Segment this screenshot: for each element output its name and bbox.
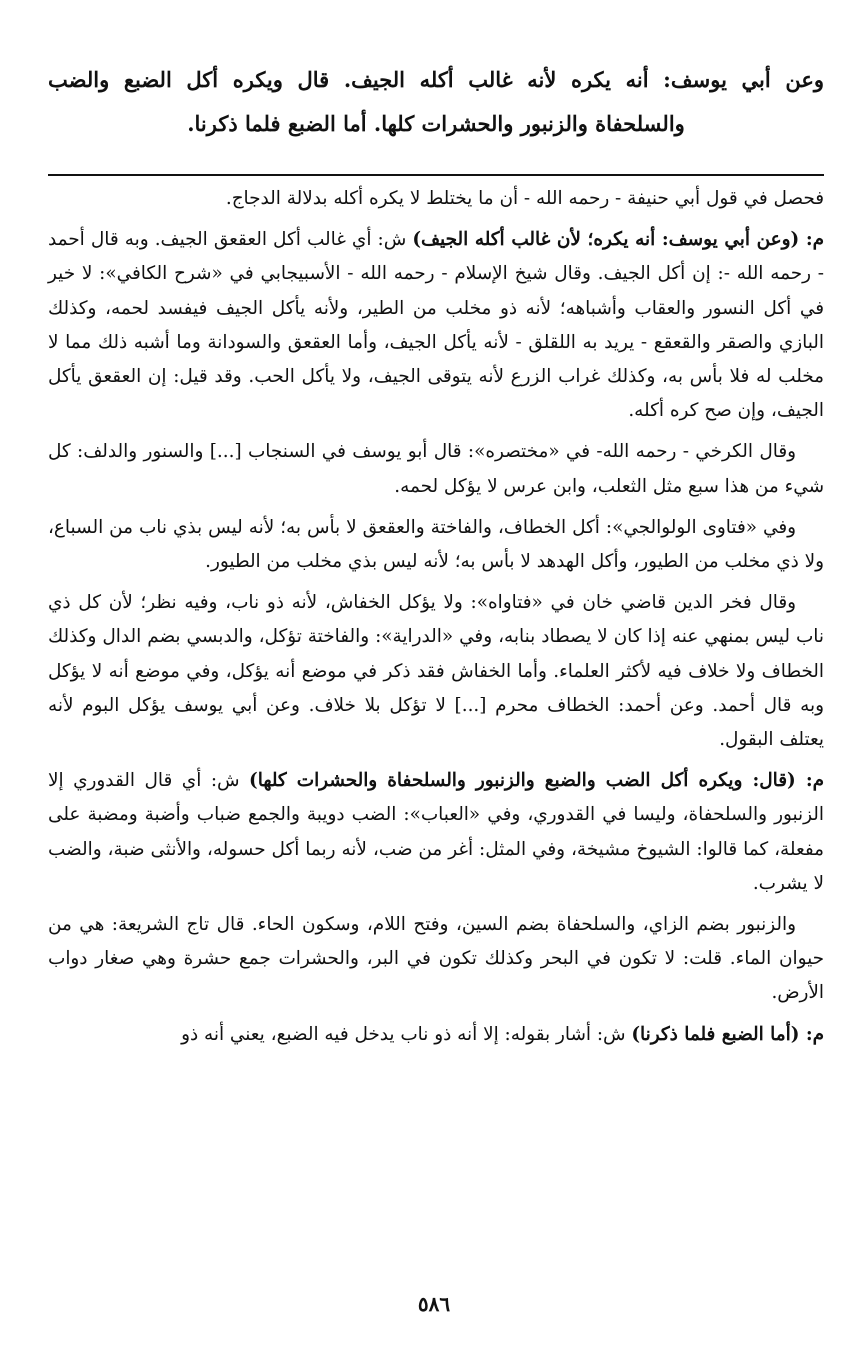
paragraph-text: فحصل في قول أبي حنيفة - رحمه الله - أن ما يختلط لا يكره أكله بدلالة الدجاج. [225,188,824,209]
commentary-paragraph [48,908,824,1011]
paragraph-text: وقال الكرخي - رحمه الله- في «مختصره»: قال أبو يوسف في السنجاب [...] والسنور والدلف: كل شيء من هذا سبع مثل الثعلب، وابن عرس لا يؤكل لحمه. [48,441,824,497]
commentary-paragraph [48,223,824,428]
separator-rule [48,174,824,176]
paragraph-text: وقال فخر الدين قاضي خان في «فتاواه»: ولا يؤكل الخفاش، لأنه ذو ناب، وفيه نظر؛ لأن كل ذي ناب ليس بمنهي عنه إذا كان لا يصطاد بنابه، وفي «الدراية»: والفاختة تؤكل، والدبسي بضم الدال وكذلك الخطاف ولا خلاف فيه لأكثر العلماء. وأما الخفاش فقد ذكر في موضع أنه يؤكل، وفي موضع أنه لا يؤكل وبه قال أحمد. وعن أحمد: الخطاف محرم [...] لا تؤكل بلا خلاف. وعن أبي يوسف يؤكل البوم لأنه يعتلف البقول. [48,592,824,751]
main-text: وعن أبي يوسف: أنه يكره لأنه غالب أكله الجيف. قال ويكره أكل الضبع والضب والسلحفاة والزنبور والحشرات كلها. أما الضبع فلما ذكرنا. [48,67,824,136]
paragraph-text: والزنبور بضم الزاي، والسلحفاة بضم السين، وفتح اللام، وسكون الحاء. قال تاج الشريعة: هي من حيوان الماء. قلت: لا تكون في البحر وكذلك تكون في البر، والحشرات جمع حشرة وهي صغار دواب الأرض. [48,914,824,1004]
paragraph-text: ش: أي غالب أكل العقعق الجيف. وبه قال أحمد - رحمه الله -: إن أكل الجيف. وقال شيخ الإسلام - رحمه الله - الأسبيجابي في «شرح الكافي»: لا خير في أكل النسور والعقاب وأشباهه؛ لأنه ذو مخلب من الطير، ولأنه يأكل الجيف فيفسد لحمه، وكذلك البازي والصقر والقعقع - يريد به اللقلق - لأنه يأكل الجيف، وأما العقعق والسودانة وما أشبه ذلك مما لا مخلب له فلا بأس به، وكذلك غراب الزرع لأنه يتوقى الجيف، ولا يأكل الحب. وقد قيل: إن العقعق يأكل الجيف، وإن صح كره أكله. [48,229,824,422]
commentary-paragraph [48,586,824,757]
commentary-paragraph [48,764,824,901]
commentary-paragraph [48,435,824,503]
commentary-paragraph [48,511,824,579]
commentary-paragraph [48,1018,824,1052]
paragraph-text: وفي «فتاوى الولوالجي»: أكل الخطاف، والفاختة والعقعق لا بأس به؛ لأنه ليس بذي ناب من السباع، ولا ذي مخلب من الطيور، وأكل الهدهد لا بأس به؛ لأنه ليس بذي مخلب من الطيور. [48,516,824,573]
quoted-matn: م: (أما الضبع فلما ذكرنا) [631,1023,824,1045]
paragraph-text: ش: أي قال القدوري إلا الزنبور والسلحفاة، وليسا في القدوري، وفي «العباب»: الضب دويبة والجمع ضباب وأضبة ومضبة على مفعلة، كما قالوا: الشيوخ مشيخة، وفي المثل: أغر من ضب، لأنه ربما أكل حسوله، والأنثى ضبة، والضب لا يشرب. [48,770,824,894]
page-number: ٥٨٦ [417,1292,451,1316]
paragraph-text: ش: أشار بقوله: إلا أنه ذو ناب يدخل فيه الضبع، يعني أنه ذو [181,1023,632,1045]
commentary-paragraph [48,182,824,216]
quoted-matn: م: (قال: ويكره أكل الضب والضبع والزنبور والسلحفاة والحشرات كلها) [249,770,825,792]
commentary [48,182,824,1052]
quoted-matn: م: (وعن أبي يوسف: أنه يكره؛ لأن غالب أكله الجيف) [412,229,824,251]
